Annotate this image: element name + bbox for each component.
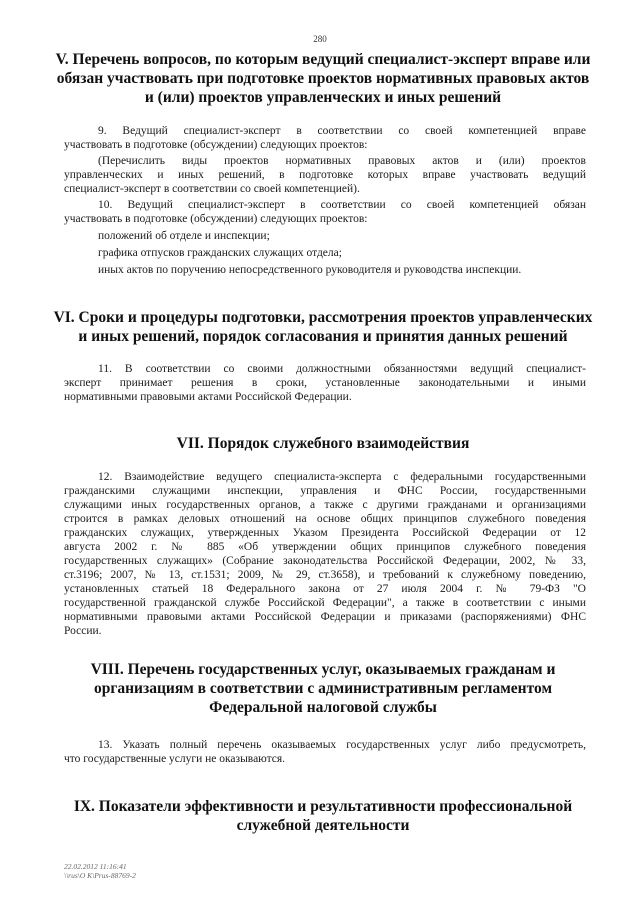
text-line: управленческих и иных решений, в подготовке которых вправе участвовать ведущий bbox=[64, 169, 586, 181]
heading-line: VIII. Перечень государственных услуг, оказываемых гражданам и bbox=[90, 661, 556, 678]
text-line: нормативными правовыми актами Российской Федерации и приказами (распоряжениями) ФНС bbox=[64, 611, 586, 623]
heading-line: организациям в соответствии с административным регламентом bbox=[93, 680, 553, 697]
paragraph-9 bbox=[64, 124, 586, 152]
section-8-heading bbox=[48, 660, 598, 717]
text-line: строится в рамках деловых отношений на основе общих принципов служебного поведения bbox=[64, 513, 586, 525]
section-6-heading bbox=[48, 308, 598, 346]
text-line: (Перечислить виды проектов нормативных правовых актов и (или) проектов bbox=[98, 155, 586, 167]
text-line: 12. Взаимодействие ведущего специалиста-эксперта с федеральными государственными bbox=[98, 471, 586, 483]
text-line: служащими иных государственных органов, а также с другими гражданами и организациями bbox=[64, 499, 586, 511]
text-line: установленных статьей 18 Федерального закона от 27 июля 2004 г. № 79-ФЗ "О bbox=[64, 583, 586, 595]
stamp-path: \\rus\O K\Prus-88769-2 bbox=[64, 871, 136, 880]
heading-line: и (или) проектов управленческих и иных решений bbox=[144, 89, 502, 106]
list-item: иных актов по поручению непосредственного руководителя и руководства инспекции. bbox=[98, 264, 522, 276]
text-line: гражданских служащих, утвержденных Указом Президента Российской Федерации от 12 bbox=[64, 527, 586, 539]
list-item: графика отпусков гражданских служащих отдела; bbox=[98, 247, 342, 259]
section-5-heading bbox=[48, 50, 598, 107]
paragraph-12 bbox=[64, 470, 586, 638]
text-line: нормативными правовыми актами Российской Федерации. bbox=[64, 391, 352, 403]
text-line: специалист-эксперт в соответствии со своей компетенцией). bbox=[64, 183, 360, 195]
text-line: гражданскими служащими инспекции, управления и ФНС России, государственными bbox=[64, 485, 586, 497]
stamp-timestamp: 22.02.2012 11:16:41 bbox=[64, 862, 127, 871]
heading-line: VI. Сроки и процедуры подготовки, рассмотрения проектов управленческих bbox=[53, 309, 593, 326]
heading-line: IX. Показатели эффективности и результативности профессиональной bbox=[73, 798, 573, 815]
paragraph-9-note bbox=[64, 154, 586, 196]
heading-line: VII. Порядок служебного взаимодействия bbox=[176, 435, 470, 452]
heading-line: и иных решений, порядок согласования и принятия данных решений bbox=[78, 328, 568, 345]
text-line: государственной гражданской службе Российской Федерации", а также в соответствии с иными bbox=[64, 597, 586, 609]
text-line: августа 2002 г. № 885 «Об утверждении общих принципов служебного поведения bbox=[64, 541, 586, 553]
text-line: 13. Указать полный перечень оказываемых государственных услуг либо предусмотреть, bbox=[98, 739, 586, 751]
list-item: положений об отделе и инспекции; bbox=[98, 230, 270, 242]
text-line: ст.3196; 2007, № 13, ст.1531; 2009, № 29, ст.3658), и требований к служебному поведению, bbox=[64, 569, 586, 581]
page-number: 280 bbox=[313, 34, 327, 44]
paragraph-10 bbox=[64, 198, 586, 226]
text-line: государственных служащих» (Собрание законодательства Российской Федерации, 2002, № 33, bbox=[64, 555, 586, 567]
text-line: участвовать в подготовке (обсуждении) следующих проектов: bbox=[64, 139, 368, 151]
section-9-heading bbox=[48, 797, 598, 835]
document-stamp bbox=[64, 862, 136, 880]
text-line: эксперт принимает решения в сроки, установленные законодательными и иными bbox=[64, 377, 586, 389]
paragraph-11 bbox=[64, 362, 586, 404]
text-line: что государственные услуги не оказываются. bbox=[64, 753, 286, 765]
heading-line: V. Перечень вопросов, по которым ведущий специалист-эксперт вправе или bbox=[55, 51, 591, 68]
paragraph-13 bbox=[64, 738, 586, 766]
heading-line: Федеральной налоговой службы bbox=[209, 699, 437, 716]
text-line: 9. Ведущий специалист-эксперт в соответствии со своей компетенцией вправе bbox=[98, 125, 586, 137]
text-line: участвовать в подготовке (обсуждении) следующих проектов: bbox=[64, 213, 368, 225]
heading-line: обязан участвовать при подготовке проектов нормативных правовых актов bbox=[56, 70, 590, 87]
paragraph-10-list bbox=[98, 229, 586, 277]
heading-line: служебной деятельности bbox=[236, 817, 410, 834]
text-line: 10. Ведущий специалист-эксперт в соответствии со своей компетенцией обязан bbox=[98, 199, 586, 211]
section-7-heading bbox=[48, 434, 598, 453]
text-line: 11. В соответствии со своими должностными обязанностями ведущий специалист- bbox=[98, 363, 586, 375]
text-line: России. bbox=[64, 625, 102, 637]
